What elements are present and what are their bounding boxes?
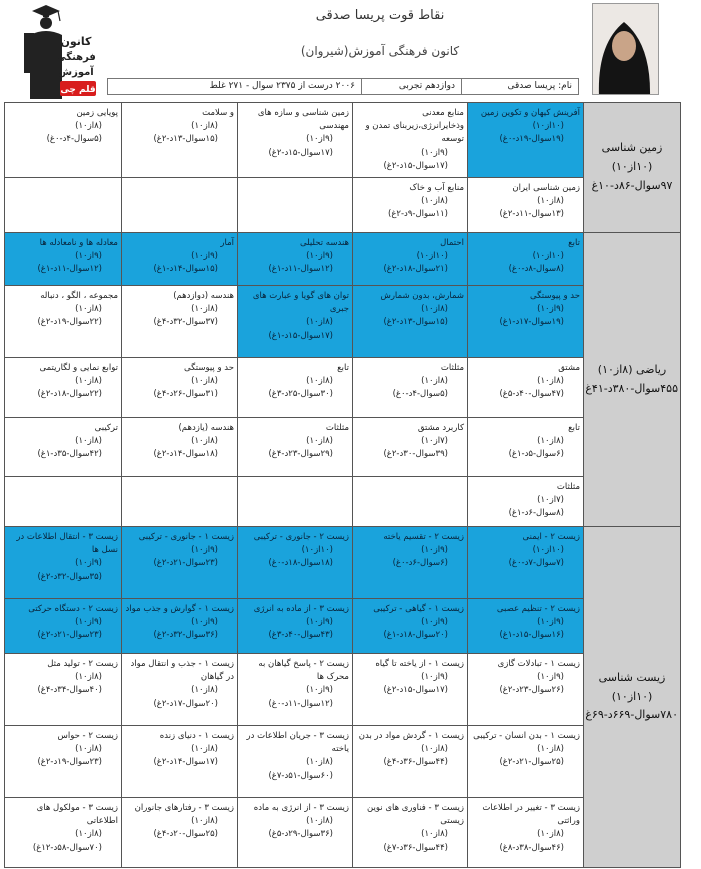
topic-stats: (۲۵سوال-۲۱د-۲غ) bbox=[499, 757, 564, 768]
topic-score: (۷از۱۰) bbox=[421, 436, 448, 447]
topic-stats: (۱۷سوال-۱۵د-۲غ) bbox=[383, 160, 448, 171]
topic-stats: (۲۱سوال-۱۸د-۲غ) bbox=[383, 264, 448, 275]
subject-cell bbox=[584, 527, 681, 868]
topic-cell bbox=[353, 726, 468, 798]
student-photo bbox=[592, 3, 659, 95]
topic-score: (۹از۱۰) bbox=[421, 617, 448, 628]
topic-score: (۸از۱۰) bbox=[537, 829, 564, 840]
topic-score: (۱۰از۱۰) bbox=[416, 251, 448, 262]
topic-stats: (۳۶سوال-۳۲د-۲غ) bbox=[153, 630, 218, 641]
table-row bbox=[5, 599, 681, 654]
topic-cell bbox=[468, 178, 584, 233]
topic-cell bbox=[238, 358, 353, 418]
topic-score: (۸از۱۰) bbox=[75, 121, 102, 132]
topic-stats: (۲۳سوال-۱۹د-۲غ) bbox=[37, 757, 102, 768]
topic-stats: (۴۴سوال-۳۶د-۴غ) bbox=[383, 757, 448, 768]
topic-cell bbox=[353, 233, 468, 286]
topic-stats: (۷سوال-۷د-۰غ) bbox=[508, 558, 564, 569]
topic-stats: (۱۷سوال-۱۵د-۱غ) bbox=[268, 330, 333, 341]
topic-cell bbox=[122, 527, 238, 599]
table-row bbox=[5, 358, 681, 418]
student-grade: دوازدهم تجربی bbox=[361, 79, 461, 94]
topic-score: (۹از۱۰) bbox=[537, 672, 564, 683]
overall-stats: ۲۰۰۶ درست از ۲۳۷۵ سوال - ۲۷۱ غلط bbox=[209, 81, 355, 91]
topic-stats: (۱۶سوال-۱۵د-۱غ) bbox=[499, 630, 564, 641]
topic-cell bbox=[5, 599, 122, 654]
topic-name: هندسه تحلیلی bbox=[299, 238, 349, 248]
topic-score: (۷از۱۰) bbox=[537, 495, 564, 506]
table-row bbox=[5, 418, 681, 477]
topic-cell bbox=[238, 599, 353, 654]
topic-score: (۸از۱۰) bbox=[306, 436, 333, 447]
topic-cell bbox=[5, 726, 122, 798]
subject-name: زیست شناسی (۱۰از۱۰) bbox=[598, 670, 666, 703]
topic-cell bbox=[122, 286, 238, 358]
topic-cell bbox=[238, 798, 353, 868]
topic-stats: (۳۰سوال-۲۵د-۳غ) bbox=[268, 389, 333, 400]
topic-name: مثلثات bbox=[556, 482, 580, 492]
topic-score: (۹از۱۰) bbox=[75, 558, 102, 569]
table-row bbox=[5, 286, 681, 358]
topic-score: (۸از۱۰) bbox=[306, 376, 333, 387]
empty-cell bbox=[122, 178, 238, 233]
student-name: نام: پریسا صدقی bbox=[461, 79, 578, 94]
topic-score: (۸از۱۰) bbox=[191, 436, 218, 447]
topic-cell bbox=[122, 103, 238, 178]
topic-score: (۸از۱۰) bbox=[75, 376, 102, 387]
topic-name: مجموعه ، الگو ، دنباله bbox=[40, 291, 118, 301]
topic-cell bbox=[238, 654, 353, 726]
topic-score: (۹از۱۰) bbox=[306, 617, 333, 628]
topic-score: (۸از۱۰) bbox=[306, 757, 333, 768]
subject-stats: ۴۵۵سوال-۳۸۰د-۴۱غ bbox=[585, 381, 678, 395]
topic-name: زیست ۱ - گردش مواد در بدن bbox=[358, 731, 464, 741]
topic-score: (۹از۱۰) bbox=[537, 617, 564, 628]
topic-score: (۹از۱۰) bbox=[306, 134, 333, 145]
topic-score: (۸از۱۰) bbox=[191, 121, 218, 132]
topic-name: حد و پیوستگی bbox=[529, 291, 580, 301]
empty-cell bbox=[353, 477, 468, 527]
topic-name: مثلثات bbox=[325, 423, 349, 433]
topic-score: (۹از۱۰) bbox=[306, 685, 333, 696]
topic-cell bbox=[238, 726, 353, 798]
topic-cell bbox=[468, 358, 584, 418]
topic-stats: (۱۲سوال-۱۱د-۰غ) bbox=[268, 698, 333, 709]
topic-name: احتمال bbox=[440, 238, 464, 248]
topic-name: زیست ۱ - بدن انسان - ترکیبی bbox=[473, 731, 580, 741]
topic-score: (۸از۱۰) bbox=[191, 744, 218, 755]
topic-cell bbox=[238, 418, 353, 477]
topic-stats: (۷۰سوال-۵۸د-۱۲غ) bbox=[32, 842, 102, 853]
topic-cell bbox=[122, 358, 238, 418]
topic-stats: (۱۷سوال-۱۵د-۲غ) bbox=[383, 685, 448, 696]
topic-name: منابع آب و خاک bbox=[409, 183, 464, 193]
table-row bbox=[5, 726, 681, 798]
topic-score: (۸از۱۰) bbox=[75, 304, 102, 315]
topic-cell bbox=[122, 418, 238, 477]
topic-cell bbox=[468, 477, 584, 527]
topic-stats: (۴۲سوال-۳۵د-۱غ) bbox=[37, 449, 102, 460]
topic-name: زیست ۳ - مولکول های اطلاعاتی bbox=[36, 803, 118, 827]
topic-stats: (۶۰سوال-۵۱د-۷غ) bbox=[268, 770, 333, 781]
topic-score: (۸از۱۰) bbox=[191, 685, 218, 696]
topic-cell bbox=[5, 358, 122, 418]
topic-name: زیست ۲ - تنظیم عصبی bbox=[496, 604, 580, 614]
topic-stats: (۴۴سوال-۳۶د-۷غ) bbox=[383, 842, 448, 853]
topic-stats: (۱۸سوال-۱۸د-۰غ) bbox=[268, 558, 333, 569]
topic-stats: (۱۲سوال-۱۱د-۱غ) bbox=[37, 264, 102, 275]
topic-score: (۸از۱۰) bbox=[537, 744, 564, 755]
topic-stats: (۲۳سوال-۲۱د-۲غ) bbox=[153, 558, 218, 569]
topic-name: زیست ۱ - گوارش و جذب مواد bbox=[125, 604, 234, 614]
topic-cell bbox=[468, 286, 584, 358]
topic-score: (۹از۱۰) bbox=[421, 147, 448, 158]
topic-cell bbox=[238, 103, 353, 178]
topic-score: (۸از۱۰) bbox=[75, 672, 102, 683]
topic-name: شمارش، بدون شمارش bbox=[380, 291, 464, 301]
topic-cell bbox=[468, 527, 584, 599]
topic-score: (۹از۱۰) bbox=[306, 251, 333, 262]
topic-name: زیست ۱ - دنیای زنده bbox=[159, 731, 234, 741]
topic-stats: (۱۵سوال-۱۴د-۱غ) bbox=[153, 264, 218, 275]
subject-cell bbox=[584, 103, 681, 233]
topic-cell bbox=[5, 654, 122, 726]
topic-score: (۱۰از۱۰) bbox=[532, 121, 564, 132]
topic-name: زیست ۲ - جانوری - ترکیبی bbox=[253, 532, 349, 542]
topic-stats: (۳۷سوال-۳۲د-۴غ) bbox=[153, 317, 218, 328]
topic-score: (۸از۱۰) bbox=[191, 816, 218, 827]
topic-name: زیست ۳ - جریان اطلاعات در یاخته bbox=[246, 731, 349, 755]
topic-name: زیست ۲ - حواس bbox=[57, 731, 118, 741]
logo-line-1: کانون bbox=[60, 35, 92, 48]
empty-cell bbox=[238, 178, 353, 233]
topic-stats: (۲۳سوال-۲۱د-۲غ) bbox=[37, 630, 102, 641]
topic-cell bbox=[238, 233, 353, 286]
topic-name: زیست ۲ - ایمنی bbox=[522, 532, 580, 542]
topic-cell bbox=[468, 726, 584, 798]
logo-badge: قلم چی bbox=[60, 85, 96, 95]
topic-name: مثلثات bbox=[440, 363, 464, 373]
topic-name: زیست ۳ - انتقال اطلاعات در نسل ها bbox=[16, 532, 118, 556]
topic-stats: (۱۵سوال-۱۳د-۲غ) bbox=[153, 134, 218, 145]
topic-score: (۸از۱۰) bbox=[75, 436, 102, 447]
topic-stats: (۳۵سوال-۳۲د-۲غ) bbox=[37, 571, 102, 582]
topic-score: (۹از۱۰) bbox=[191, 545, 218, 556]
topic-name: توان های گویا و عبارت های جبری bbox=[252, 291, 349, 315]
table-row bbox=[5, 798, 681, 868]
topic-cell bbox=[5, 798, 122, 868]
topic-name: حد و پیوستگی bbox=[183, 363, 234, 373]
topic-cell bbox=[353, 418, 468, 477]
topic-stats: (۲۰سوال-۱۷د-۲غ) bbox=[153, 698, 218, 709]
topic-name: زیست ۲ - پاسخ گیاهان به محرک ها bbox=[258, 659, 349, 683]
topic-stats: (۸سوال-۶د-۱غ) bbox=[508, 508, 564, 519]
strengths-table bbox=[4, 102, 681, 868]
topic-name: زیست ۳ - رفتارهای جانوران bbox=[134, 803, 234, 813]
topic-name: کاربرد مشتق bbox=[417, 423, 464, 433]
topic-cell bbox=[122, 233, 238, 286]
topic-name: مشتق bbox=[558, 363, 580, 373]
topic-score: (۸از۱۰) bbox=[191, 376, 218, 387]
topic-score: (۹از۱۰) bbox=[421, 672, 448, 683]
topic-name: زیست ۳ - از انرژی به ماده bbox=[253, 803, 349, 813]
topic-stats: (۶سوال-۵د-۱غ) bbox=[508, 449, 564, 460]
topic-name: هندسه (دوازدهم) bbox=[173, 291, 234, 301]
topic-name: هندسه (یازدهم) bbox=[178, 423, 234, 433]
topic-score: (۱۰از۱۰) bbox=[532, 251, 564, 262]
topic-name: زیست ۲ - تولید مثل bbox=[47, 659, 118, 669]
topic-score: (۹از۱۰) bbox=[75, 617, 102, 628]
topic-score: (۹از۱۰) bbox=[75, 251, 102, 262]
topic-stats: (۵سوال-۴د-۰غ) bbox=[46, 134, 102, 145]
topic-score: (۸از۱۰) bbox=[306, 317, 333, 328]
topic-stats: (۴۰سوال-۳۴د-۴غ) bbox=[37, 685, 102, 696]
topic-score: (۸از۱۰) bbox=[306, 816, 333, 827]
topic-score: (۸از۱۰) bbox=[75, 829, 102, 840]
table-row bbox=[5, 527, 681, 599]
topic-cell bbox=[238, 286, 353, 358]
topic-name: زیست ۳ - از ماده به انرژی bbox=[253, 604, 349, 614]
topic-name: معادله ها و نامعادله ها bbox=[39, 238, 118, 248]
topic-cell bbox=[5, 103, 122, 178]
table-row bbox=[5, 103, 681, 178]
topic-name: زیست ۱ - جانوری - ترکیبی bbox=[138, 532, 234, 542]
subject-stats: ۷۸۰سوال-۶۶۹د-۶۹غ bbox=[585, 708, 678, 722]
topic-stats: (۳۱سوال-۲۶د-۴غ) bbox=[153, 389, 218, 400]
topic-name: ترکیبی bbox=[94, 423, 118, 433]
subject-name: زمین شناسی (۱۰از۱۰) bbox=[601, 141, 663, 174]
topic-cell bbox=[353, 798, 468, 868]
topic-cell bbox=[122, 798, 238, 868]
topic-stats: (۳۶سوال-۲۹د-۵غ) bbox=[268, 829, 333, 840]
topic-cell bbox=[238, 527, 353, 599]
subject-name: ریاضی (۸از۱۰) bbox=[597, 362, 667, 376]
topic-cell bbox=[353, 286, 468, 358]
topic-stats: (۴۶سوال-۳۸د-۸غ) bbox=[499, 842, 564, 853]
topic-stats: (۲۹سوال-۲۳د-۴غ) bbox=[268, 449, 333, 460]
topic-stats: (۱۱سوال-۹د-۲غ) bbox=[388, 209, 448, 220]
topic-name: پویایی زمین bbox=[76, 108, 118, 118]
topic-stats: (۱۹سوال-۱۹د-۰غ) bbox=[499, 134, 564, 145]
topic-cell bbox=[353, 599, 468, 654]
topic-name: زیست ۳ - فناوری های نوین زیستی bbox=[367, 803, 464, 827]
topic-cell bbox=[5, 418, 122, 477]
topic-cell bbox=[353, 527, 468, 599]
table-row bbox=[5, 233, 681, 286]
topic-stats: (۱۳سوال-۱۱د-۲غ) bbox=[499, 209, 564, 220]
logo-line-3: آموزش bbox=[58, 67, 94, 78]
topic-cell bbox=[353, 178, 468, 233]
topic-stats: (۱۲سوال-۱۱د-۱غ) bbox=[268, 264, 333, 275]
topic-cell bbox=[468, 233, 584, 286]
topic-score: (۸از۱۰) bbox=[421, 744, 448, 755]
topic-name: زیست ۲ - دستگاه حرکتی bbox=[28, 604, 118, 614]
topic-score: (۸از۱۰) bbox=[421, 196, 448, 207]
topic-name: تابع bbox=[568, 423, 580, 433]
topic-score: (۱۰از۱۰) bbox=[301, 545, 333, 556]
empty-cell bbox=[122, 477, 238, 527]
topic-stats: (۴۳سوال-۴۰د-۳غ) bbox=[268, 630, 333, 641]
topic-stats: (۵سوال-۴د-۰غ) bbox=[392, 389, 448, 400]
topic-score: (۸از۱۰) bbox=[191, 304, 218, 315]
topic-name: زمین شناسی و سازه های مهندسی bbox=[257, 108, 349, 132]
topic-score: (۹از۱۰) bbox=[191, 617, 218, 628]
topic-stats: (۲۶سوال-۲۳د-۲غ) bbox=[499, 685, 564, 696]
topic-score: (۸از۱۰) bbox=[75, 744, 102, 755]
topic-score: (۸از۱۰) bbox=[537, 196, 564, 207]
topic-name: و سلامت bbox=[202, 108, 234, 118]
institute-name: کانون فرهنگی آموزش(شیروان) bbox=[300, 44, 460, 58]
topic-stats: (۲۵سوال-۲۰د-۴غ) bbox=[153, 829, 218, 840]
topic-cell bbox=[122, 726, 238, 798]
empty-cell bbox=[238, 477, 353, 527]
topic-name: زیست ۱ - از یاخته تا گیاه bbox=[375, 659, 464, 669]
topic-stats: (۸سوال-۸د-۰غ) bbox=[508, 264, 564, 275]
table-row bbox=[5, 477, 681, 527]
topic-score: (۹از۱۰) bbox=[537, 304, 564, 315]
subject-cell bbox=[584, 233, 681, 527]
topic-name: زیست ۲ - تقسیم یاخته bbox=[383, 532, 464, 542]
topic-name: آفرینش کیهان و تکوین زمین bbox=[480, 108, 580, 118]
topic-stats: (۱۷سوال-۱۵د-۲غ) bbox=[268, 147, 333, 158]
empty-cell bbox=[5, 178, 122, 233]
topic-cell bbox=[353, 103, 468, 178]
topic-stats: (۲۲سوال-۱۹د-۲غ) bbox=[37, 317, 102, 328]
topic-score: (۸از۱۰) bbox=[537, 376, 564, 387]
topic-cell bbox=[5, 527, 122, 599]
topic-name: تابع bbox=[568, 238, 580, 248]
topic-cell bbox=[468, 654, 584, 726]
topic-name: زیست ۱ - جذب و انتقال مواد در گیاهان bbox=[130, 659, 234, 683]
topic-name: زیست ۱ - تبادلات گازی bbox=[497, 659, 580, 669]
subject-stats: ۹۷سوال-۸۶د-۱۰غ bbox=[591, 178, 673, 192]
empty-cell bbox=[5, 477, 122, 527]
topic-name: آمار bbox=[220, 238, 234, 248]
topic-cell bbox=[122, 599, 238, 654]
topic-cell bbox=[353, 358, 468, 418]
topic-score: (۹از۱۰) bbox=[191, 251, 218, 262]
topic-cell bbox=[5, 233, 122, 286]
topic-score: (۸از۱۰) bbox=[421, 829, 448, 840]
topic-name: توابع نمایی و لگاریتمی bbox=[39, 363, 118, 373]
topic-score: (۹از۱۰) bbox=[421, 545, 448, 556]
topic-stats: (۱۷سوال-۱۴د-۲غ) bbox=[153, 757, 218, 768]
topic-name: زمین شناسی ایران bbox=[512, 183, 580, 193]
logo-line-2: فرهنگی bbox=[56, 52, 96, 63]
report-title: نقاط قوت پریسا صدقی bbox=[315, 8, 445, 23]
topic-stats: (۶سوال-۶د-۰غ) bbox=[392, 558, 448, 569]
topic-name: منابع معدنی وذخایرانرژی،زیربنای تمدن و توسعه bbox=[365, 108, 464, 145]
topic-stats: (۱۵سوال-۱۳د-۲غ) bbox=[383, 317, 448, 328]
topic-cell bbox=[468, 798, 584, 868]
topic-stats: (۴۷سوال-۴۰د-۵غ) bbox=[499, 389, 564, 400]
topic-score: (۸از۱۰) bbox=[421, 304, 448, 315]
topic-score: (۸از۱۰) bbox=[421, 376, 448, 387]
topic-name: زیست ۱ - گیاهی - ترکیبی bbox=[373, 604, 464, 614]
topic-cell bbox=[353, 654, 468, 726]
topic-score: (۸از۱۰) bbox=[537, 436, 564, 447]
topic-stats: (۱۸سوال-۱۴د-۲غ) bbox=[153, 449, 218, 460]
topic-name: تابع bbox=[337, 363, 349, 373]
graduate-logo-icon bbox=[22, 3, 100, 99]
topic-stats: (۱۹سوال-۱۷د-۱غ) bbox=[499, 317, 564, 328]
topic-cell bbox=[122, 654, 238, 726]
topic-name: زیست ۳ - تغییر در اطلاعات وراثتی bbox=[482, 803, 580, 827]
student-info-bar bbox=[107, 78, 579, 95]
topic-score: (۱۰از۱۰) bbox=[532, 545, 564, 556]
topic-stats: (۲۲سوال-۱۸د-۲غ) bbox=[37, 389, 102, 400]
topic-cell bbox=[468, 103, 584, 178]
topic-cell bbox=[468, 599, 584, 654]
topic-stats: (۳۹سوال-۳۰د-۲غ) bbox=[383, 449, 448, 460]
kanoon-logo bbox=[22, 3, 100, 99]
topic-cell bbox=[5, 286, 122, 358]
table-row bbox=[5, 654, 681, 726]
table-row bbox=[5, 178, 681, 233]
topic-cell bbox=[468, 418, 584, 477]
topic-stats: (۲۰سوال-۱۸د-۱غ) bbox=[383, 630, 448, 641]
